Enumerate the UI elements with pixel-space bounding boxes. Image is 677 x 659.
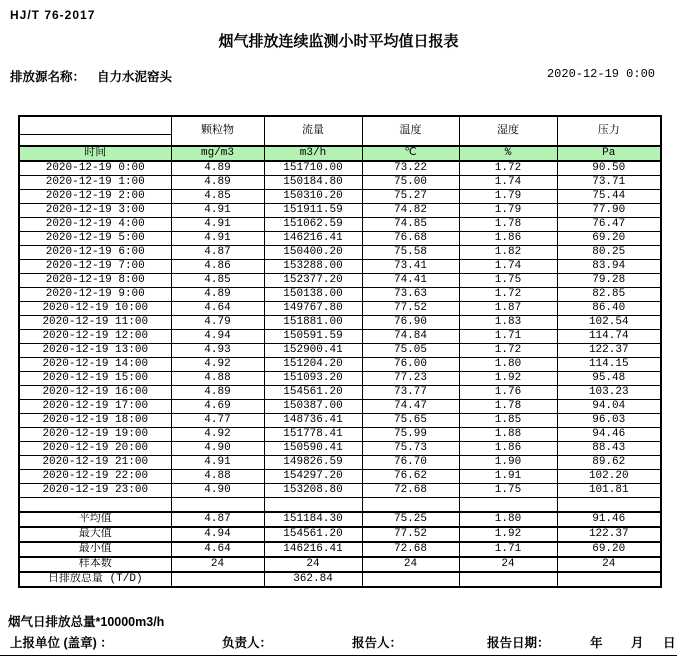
time-header: 时间	[19, 146, 171, 161]
value-cell: 77.52	[362, 302, 459, 316]
value-cell: 76.47	[557, 218, 661, 232]
table-row	[19, 190, 661, 204]
table-row	[19, 316, 661, 330]
value-cell: 150310.20	[264, 190, 362, 204]
empty-cell	[264, 498, 362, 512]
value-cell: 79.28	[557, 274, 661, 288]
value-cell: 4.87	[171, 246, 264, 260]
value-cell: 1.86	[459, 442, 557, 456]
value-cell: 1.90	[459, 456, 557, 470]
summary-label: 最大值	[19, 527, 171, 542]
flow-total-note: 烟气日排放总量*10000m3/h	[8, 615, 165, 629]
summary-value-cell: 1.80	[459, 512, 557, 527]
table-row	[19, 344, 661, 358]
header-empty-cell	[19, 134, 171, 146]
monitor-table	[18, 115, 662, 588]
empty-cell	[362, 498, 459, 512]
value-cell: 4.88	[171, 470, 264, 484]
value-cell: 149767.80	[264, 302, 362, 316]
value-cell: 1.82	[459, 246, 557, 260]
summary-row	[19, 572, 661, 587]
time-cell: 2020-12-19 12:00	[19, 330, 171, 344]
value-cell: 4.91	[171, 204, 264, 218]
value-cell: 75.44	[557, 190, 661, 204]
value-cell: 151881.00	[264, 316, 362, 330]
value-cell: 1.91	[459, 470, 557, 484]
unit-flow: m3/h	[264, 146, 362, 161]
table-row	[19, 442, 661, 456]
value-cell: 76.70	[362, 456, 459, 470]
time-cell: 2020-12-19 2:00	[19, 190, 171, 204]
time-cell: 2020-12-19 21:00	[19, 456, 171, 470]
value-cell: 154561.20	[264, 386, 362, 400]
value-cell: 95.48	[557, 372, 661, 386]
value-cell: 74.85	[362, 218, 459, 232]
value-cell: 1.85	[459, 414, 557, 428]
value-cell: 75.00	[362, 176, 459, 190]
value-cell: 4.93	[171, 344, 264, 358]
table-row	[19, 414, 661, 428]
value-cell: 75.27	[362, 190, 459, 204]
bottom-rule	[0, 655, 677, 656]
header-empty-cell	[19, 116, 171, 134]
value-cell: 4.89	[171, 161, 264, 176]
value-cell: 4.79	[171, 316, 264, 330]
value-cell: 74.84	[362, 330, 459, 344]
day-label: 日	[663, 636, 676, 650]
value-cell: 151710.00	[264, 161, 362, 176]
value-cell: 1.79	[459, 204, 557, 218]
unit-humidity: %	[459, 146, 557, 161]
value-cell: 77.90	[557, 204, 661, 218]
table-row	[19, 372, 661, 386]
header-row-top	[19, 116, 661, 134]
value-cell: 114.74	[557, 330, 661, 344]
value-cell: 72.68	[362, 484, 459, 498]
value-cell: 4.64	[171, 302, 264, 316]
value-cell: 150138.00	[264, 288, 362, 302]
table-row	[19, 260, 661, 274]
value-cell: 90.50	[557, 161, 661, 176]
value-cell: 73.77	[362, 386, 459, 400]
value-cell: 4.89	[171, 386, 264, 400]
table-row	[19, 456, 661, 470]
table-row	[19, 330, 661, 344]
value-cell: 1.86	[459, 232, 557, 246]
time-cell: 2020-12-19 11:00	[19, 316, 171, 330]
value-cell: 4.91	[171, 218, 264, 232]
value-cell: 73.41	[362, 260, 459, 274]
report-unit-label: 上报单位 (盖章) ：	[10, 636, 113, 650]
summary-value-cell	[459, 572, 557, 587]
table-row	[19, 400, 661, 414]
col-header-flow: 流量	[264, 116, 362, 146]
table-row	[19, 386, 661, 400]
time-cell: 2020-12-19 16:00	[19, 386, 171, 400]
value-cell: 1.80	[459, 358, 557, 372]
value-cell: 1.79	[459, 190, 557, 204]
summary-value-cell: 24	[264, 557, 362, 572]
time-cell: 2020-12-19 5:00	[19, 232, 171, 246]
unit-particulate: mg/m3	[171, 146, 264, 161]
value-cell: 103.23	[557, 386, 661, 400]
value-cell: 76.00	[362, 358, 459, 372]
spacer-row	[19, 498, 661, 512]
time-cell: 2020-12-19 3:00	[19, 204, 171, 218]
col-header-temperature: 温度	[362, 116, 459, 146]
summary-row	[19, 527, 661, 542]
table-row	[19, 428, 661, 442]
summary-row	[19, 512, 661, 527]
unit-pressure: Pa	[557, 146, 661, 161]
value-cell: 73.63	[362, 288, 459, 302]
value-cell: 1.78	[459, 400, 557, 414]
value-cell: 152900.41	[264, 344, 362, 358]
value-cell: 1.74	[459, 260, 557, 274]
table-row	[19, 218, 661, 232]
table-row	[19, 484, 661, 498]
table-row	[19, 161, 661, 176]
value-cell: 75.58	[362, 246, 459, 260]
page-title: 烟气排放连续监测小时平均值日报表	[218, 33, 459, 50]
summary-value-cell	[362, 572, 459, 587]
units-row	[19, 146, 661, 161]
value-cell: 88.43	[557, 442, 661, 456]
value-cell: 83.94	[557, 260, 661, 274]
value-cell: 4.92	[171, 358, 264, 372]
value-cell: 1.75	[459, 484, 557, 498]
time-cell: 2020-12-19 22:00	[19, 470, 171, 484]
value-cell: 82.85	[557, 288, 661, 302]
value-cell: 151062.59	[264, 218, 362, 232]
col-header-pressure: 压力	[557, 116, 661, 146]
summary-value-cell: 151184.30	[264, 512, 362, 527]
summary-label: 日排放总量 (T/D)	[19, 572, 171, 587]
value-cell: 74.47	[362, 400, 459, 414]
value-cell: 4.90	[171, 442, 264, 456]
time-cell: 2020-12-19 13:00	[19, 344, 171, 358]
time-cell: 2020-12-19 1:00	[19, 176, 171, 190]
value-cell: 4.85	[171, 274, 264, 288]
value-cell: 151093.20	[264, 372, 362, 386]
summary-value-cell: 69.20	[557, 542, 661, 557]
time-cell: 2020-12-19 14:00	[19, 358, 171, 372]
value-cell: 1.87	[459, 302, 557, 316]
summary-value-cell: 4.87	[171, 512, 264, 527]
time-cell: 2020-12-19 19:00	[19, 428, 171, 442]
table-row	[19, 204, 661, 218]
summary-value-cell: 91.46	[557, 512, 661, 527]
value-cell: 114.15	[557, 358, 661, 372]
value-cell: 122.37	[557, 344, 661, 358]
standard-code: HJ/T 76-2017	[10, 8, 96, 22]
time-cell: 2020-12-19 0:00	[19, 161, 171, 176]
value-cell: 1.88	[459, 428, 557, 442]
value-cell: 4.89	[171, 176, 264, 190]
empty-cell	[557, 498, 661, 512]
source-line	[0, 67, 677, 83]
responsible-person-label: 负责人：	[222, 636, 273, 650]
summary-value-cell: 1.92	[459, 527, 557, 542]
value-cell: 150387.00	[264, 400, 362, 414]
value-cell: 75.99	[362, 428, 459, 442]
value-cell: 4.94	[171, 330, 264, 344]
value-cell: 4.90	[171, 484, 264, 498]
table-row	[19, 274, 661, 288]
value-cell: 102.54	[557, 316, 661, 330]
time-cell: 2020-12-19 18:00	[19, 414, 171, 428]
time-cell: 2020-12-19 23:00	[19, 484, 171, 498]
time-cell: 2020-12-19 17:00	[19, 400, 171, 414]
summary-value-cell: 154561.20	[264, 527, 362, 542]
value-cell: 94.46	[557, 428, 661, 442]
year-label: 年	[590, 636, 603, 650]
value-cell: 4.77	[171, 414, 264, 428]
summary-value-cell: 77.52	[362, 527, 459, 542]
value-cell: 1.83	[459, 316, 557, 330]
value-cell: 4.92	[171, 428, 264, 442]
time-cell: 2020-12-19 8:00	[19, 274, 171, 288]
col-header-particulate: 颗粒物	[171, 116, 264, 146]
value-cell: 150184.80	[264, 176, 362, 190]
value-cell: 153208.80	[264, 484, 362, 498]
value-cell: 4.69	[171, 400, 264, 414]
value-cell: 4.86	[171, 260, 264, 274]
value-cell: 1.74	[459, 176, 557, 190]
value-cell: 74.82	[362, 204, 459, 218]
value-cell: 69.20	[557, 232, 661, 246]
value-cell: 146216.41	[264, 232, 362, 246]
value-cell: 149826.59	[264, 456, 362, 470]
value-cell: 1.71	[459, 330, 557, 344]
value-cell: 77.23	[362, 372, 459, 386]
summary-label: 样本数	[19, 557, 171, 572]
value-cell: 4.91	[171, 456, 264, 470]
report-datetime: 2020-12-19 0:00	[546, 67, 655, 81]
summary-value-cell	[557, 572, 661, 587]
source-name-label: 排放源名称：	[10, 70, 86, 84]
value-cell: 148736.41	[264, 414, 362, 428]
value-cell: 76.90	[362, 316, 459, 330]
value-cell: 4.88	[171, 372, 264, 386]
col-header-humidity: 湿度	[459, 116, 557, 146]
value-cell: 75.65	[362, 414, 459, 428]
value-cell: 152377.20	[264, 274, 362, 288]
summary-value-cell: 75.25	[362, 512, 459, 527]
time-cell: 2020-12-19 15:00	[19, 372, 171, 386]
summary-row	[19, 542, 661, 557]
table-row	[19, 470, 661, 484]
value-cell: 1.72	[459, 344, 557, 358]
value-cell: 151778.41	[264, 428, 362, 442]
empty-cell	[171, 498, 264, 512]
time-cell: 2020-12-19 4:00	[19, 218, 171, 232]
signature-line	[0, 633, 677, 649]
summary-value-cell: 122.37	[557, 527, 661, 542]
value-cell: 4.89	[171, 288, 264, 302]
table-row	[19, 358, 661, 372]
summary-value-cell: 24	[557, 557, 661, 572]
summary-value-cell: 24	[171, 557, 264, 572]
value-cell: 154297.20	[264, 470, 362, 484]
value-cell: 1.72	[459, 161, 557, 176]
value-cell: 73.22	[362, 161, 459, 176]
month-label: 月	[631, 636, 644, 650]
value-cell: 1.76	[459, 386, 557, 400]
report-date-label: 报告日期：	[487, 636, 550, 650]
value-cell: 74.41	[362, 274, 459, 288]
value-cell: 150590.41	[264, 442, 362, 456]
table-row	[19, 176, 661, 190]
empty-cell	[459, 498, 557, 512]
value-cell: 153288.00	[264, 260, 362, 274]
table-row	[19, 232, 661, 246]
summary-value-cell: 362.84	[264, 572, 362, 587]
value-cell: 1.92	[459, 372, 557, 386]
summary-value-cell	[171, 572, 264, 587]
summary-value-cell: 146216.41	[264, 542, 362, 557]
value-cell: 4.91	[171, 232, 264, 246]
value-cell: 80.25	[557, 246, 661, 260]
reporter-label: 报告人：	[352, 636, 403, 650]
value-cell: 89.62	[557, 456, 661, 470]
value-cell: 150591.59	[264, 330, 362, 344]
summary-value-cell: 24	[459, 557, 557, 572]
unit-temperature: ℃	[362, 146, 459, 161]
value-cell: 94.04	[557, 400, 661, 414]
value-cell: 102.20	[557, 470, 661, 484]
value-cell: 75.05	[362, 344, 459, 358]
summary-value-cell: 4.64	[171, 542, 264, 557]
table-row	[19, 302, 661, 316]
summary-label: 平均值	[19, 512, 171, 527]
table-body	[19, 161, 661, 587]
time-cell: 2020-12-19 20:00	[19, 442, 171, 456]
value-cell: 76.68	[362, 232, 459, 246]
value-cell: 151911.59	[264, 204, 362, 218]
value-cell: 76.62	[362, 470, 459, 484]
table-row	[19, 288, 661, 302]
value-cell: 75.73	[362, 442, 459, 456]
value-cell: 1.72	[459, 288, 557, 302]
empty-cell	[19, 498, 171, 512]
time-cell: 2020-12-19 10:00	[19, 302, 171, 316]
table-row	[19, 246, 661, 260]
summary-row	[19, 557, 661, 572]
time-cell: 2020-12-19 6:00	[19, 246, 171, 260]
source-name: 自力水泥窑头	[97, 70, 173, 84]
value-cell: 101.81	[557, 484, 661, 498]
summary-label: 最小值	[19, 542, 171, 557]
value-cell: 1.78	[459, 218, 557, 232]
value-cell: 150400.20	[264, 246, 362, 260]
time-cell: 2020-12-19 7:00	[19, 260, 171, 274]
summary-value-cell: 72.68	[362, 542, 459, 557]
time-cell: 2020-12-19 9:00	[19, 288, 171, 302]
value-cell: 151204.20	[264, 358, 362, 372]
summary-value-cell: 4.94	[171, 527, 264, 542]
value-cell: 73.71	[557, 176, 661, 190]
summary-value-cell: 24	[362, 557, 459, 572]
value-cell: 1.75	[459, 274, 557, 288]
value-cell: 96.03	[557, 414, 661, 428]
summary-value-cell: 1.71	[459, 542, 557, 557]
value-cell: 86.40	[557, 302, 661, 316]
value-cell: 4.85	[171, 190, 264, 204]
